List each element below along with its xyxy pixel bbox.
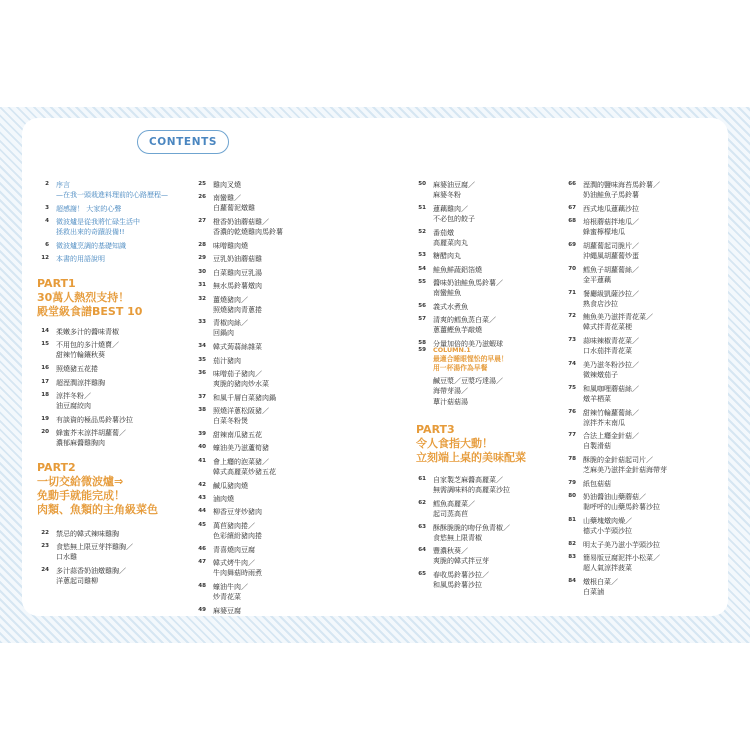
part3-label: PART3: [416, 423, 455, 436]
page-number: 35: [198, 356, 206, 363]
entry-title: 超感謝！ 大家的心聲: [56, 204, 122, 213]
entry-title: 醬味奶油鮭魚馬鈴薯／ 南蠻鮭魚: [433, 279, 503, 298]
page-number: 82: [568, 541, 576, 547]
entry-title: 照燒豬五花捲: [56, 365, 98, 374]
entry-title: 明太子美乃滋小芋頭沙拉: [583, 541, 660, 549]
entry-title: 餐廳級凱薩沙拉／ 熟食店沙拉: [583, 289, 639, 308]
toc-entry: [39, 340, 119, 360]
toc-entry: [196, 430, 262, 440]
entry-title: 鱈魚高麗菜／ 起司蒸高苣: [433, 499, 475, 518]
entry-title: 豆乳奶油蘑菇雞: [213, 255, 262, 264]
page-number: 78: [568, 456, 576, 463]
page-number: 61: [418, 476, 426, 482]
toc-entry: [39, 529, 119, 539]
toc-entry: [196, 481, 248, 491]
entry-title: 和風千層白菜豬肉鍋: [213, 393, 276, 402]
page-number: 74: [568, 361, 576, 367]
page-number: 50: [418, 181, 426, 187]
page-number: 63: [418, 523, 426, 530]
toc-entry: [566, 180, 660, 200]
toc-entry: [416, 523, 510, 543]
entry-title: 蓮藕雞肉／ 不必包的餃子: [433, 204, 475, 223]
entry-title: 白菜雞肉豆乳湯: [213, 268, 262, 277]
entry-title: 自家製芝麻醬高麗菜／ 無需調味料的高麗菜沙拉: [433, 476, 510, 494]
entry-title: 蠔油牛肉／ 炒青花菜: [213, 582, 248, 601]
toc-entry: [196, 356, 241, 366]
toc-entry: [566, 360, 639, 380]
toc-entry: [566, 516, 632, 536]
entry-title: 麻婆油豆腐／ 麻婆冬粉: [433, 181, 475, 199]
entry-title: 照燒洋蔥松阪豬／ 白菜冬粉煲: [213, 407, 269, 426]
part2-label: PART2: [37, 461, 76, 474]
page-number: 58: [418, 340, 426, 347]
page-number: 65: [418, 571, 426, 578]
toc-entry: [39, 566, 126, 586]
entry-title: 韓式蒟蒻絲雜菜: [213, 343, 262, 352]
toc-entry: [416, 204, 475, 224]
page-number: 66: [568, 181, 576, 187]
entry-title: 茄汁豬肉: [213, 356, 241, 365]
toc-entry: [566, 408, 639, 428]
page-number: 25: [198, 181, 206, 187]
entry-title: 會上癮的泡菜豬／ 韓式高麗菜炒豬五花: [213, 457, 276, 476]
entry-title: 甜辣竹輪蘿蔔絲／ 涼拌芥末南瓜: [583, 408, 639, 427]
entry-title: 酥酥脆脆的吻仔魚青椒／ 食慾無上限青椒: [433, 523, 510, 542]
toc-entry: [196, 217, 283, 237]
page-number: 23: [41, 543, 49, 550]
toc-entry: [416, 315, 496, 335]
page-number: 6: [45, 242, 49, 248]
toc-entry: [39, 204, 121, 214]
toc-entry: [196, 241, 248, 251]
toc-entry: [416, 302, 468, 312]
entry-title: 不用包的多汁燒賣／ 甜辣竹輪鑲秋葵: [56, 341, 119, 360]
page-number: 55: [418, 279, 426, 286]
entry-title: 簡易版豆腐泥拌小松菜／ 超人氣涼拌菠菜: [583, 554, 660, 573]
entry-title: 胡蘿蔔起司脆片／ 沖繩風胡蘿蔔炒蛋: [583, 242, 639, 260]
page-number: 44: [198, 508, 206, 515]
page-number: 48: [198, 582, 206, 589]
entry-title: 山藥塊燉肉燥／ 德式小芋頭沙拉: [583, 517, 632, 536]
toc-entry: [196, 606, 241, 616]
toc-entry: [39, 254, 105, 264]
toc-entry: [566, 241, 639, 261]
entry-title: 青喜燒肉豆腐: [213, 545, 255, 554]
entry-title: 柳香豆芽炒豬肉: [213, 508, 262, 517]
toc-entry: [196, 295, 262, 315]
page-number: 49: [198, 606, 206, 613]
page-number: 76: [568, 408, 576, 415]
entry-title: 味噌茄子豬肉／ 爽脆的豬肉炒水菜: [213, 370, 269, 388]
page-number: 53: [418, 252, 426, 259]
entry-title: 蕈汁菇菇湯: [433, 397, 468, 406]
page-number: 52: [418, 228, 426, 235]
entry-title: 豐濃秋葵／ 爽脆的韓式拌豆芽: [433, 547, 489, 566]
toc-entry: [196, 494, 234, 504]
entry-title: 西式地瓜蓮藕沙拉: [583, 204, 639, 213]
page-number: 38: [198, 407, 206, 414]
entry-title: 薑燒豬肉／ 照燒豬肉青蔥捲: [213, 295, 262, 314]
toc-entry: [566, 431, 639, 451]
entry-title: 本書的用語說明: [56, 255, 105, 264]
entry-title: 南蠻雞／ 白蘿蔔泥燉雞: [213, 194, 255, 213]
toc-entry: [196, 582, 248, 602]
entry-title: 義式水煮魚: [433, 303, 468, 311]
page-number: 33: [198, 319, 206, 326]
toc-entry: [416, 228, 468, 248]
page-number: 22: [41, 530, 49, 536]
toc-entry: [196, 457, 276, 477]
column1-title: 最適合睡眼惺忪的早晨！ 用一杯湯作為早餐: [433, 355, 508, 372]
entry-title: 柔嫩多汁的醬味青椒: [56, 328, 119, 336]
toc-entry: [566, 492, 660, 512]
toc-entry: [196, 545, 255, 555]
page-number: 40: [198, 444, 206, 451]
entry-title: 海帶芽湯／: [433, 387, 468, 396]
page-number: 84: [568, 578, 576, 585]
toc-entry: [566, 479, 611, 489]
entry-title: 韓式烤牛肉／ 牛肉舞菇時雨煮: [213, 559, 262, 577]
entry-title: 麻婆豆腐: [213, 606, 241, 615]
toc-entry: [196, 318, 248, 338]
page-number: 68: [568, 218, 576, 225]
page-number: 79: [568, 480, 576, 486]
toc-entry: [416, 546, 489, 566]
entry-title: 蠔油美乃滋蘆筍豬: [213, 444, 269, 453]
toc-entry: [196, 180, 241, 190]
toc-entry: [39, 327, 119, 337]
entry-title: 分量加倍的美乃滋蝦球: [433, 340, 503, 349]
toc-entry: [39, 364, 98, 374]
page-number: 17: [41, 378, 49, 385]
page-number: 71: [568, 289, 576, 296]
page-number: 77: [568, 432, 576, 439]
page-number: 42: [198, 481, 206, 488]
entry-title: 美乃滋冬粉沙拉／ 微辣燉茄子: [583, 361, 639, 379]
page-number: 73: [568, 337, 576, 344]
page-number: 3: [45, 204, 49, 211]
entry-title: 番茄燉 高麗菜肉丸: [433, 228, 468, 247]
page-number: 32: [198, 295, 206, 302]
toc-entry: [416, 570, 489, 590]
page-number: 26: [198, 194, 206, 201]
toc-entry: [39, 415, 133, 425]
entry-title: 培根蘑菇拌地瓜／ 蜂蜜檸檬地瓜: [583, 218, 639, 237]
page-number: 69: [568, 242, 576, 248]
part1-label: PART1: [37, 277, 76, 290]
entry-title: 溼潤的鹽味海苔馬鈴薯／ 奶油鮭魚子馬鈴薯: [583, 181, 660, 199]
entry-title: 燉根白菜／ 白菜滷: [583, 578, 618, 597]
part3-title: 令人食指大動！ 立刻端上桌的美味配菜: [416, 437, 526, 464]
toc-entry: [566, 289, 639, 309]
page-number: 34: [198, 343, 206, 350]
entry-title: 超溼潤涼拌雞胸: [56, 378, 105, 387]
toc-entry: [566, 577, 618, 597]
toc-entry: [566, 455, 667, 475]
column1-label: COLUMN.1: [433, 346, 471, 354]
toc-entry: [39, 241, 126, 251]
page-number: 54: [418, 265, 426, 272]
entry-title: 蒜味辣椒青花菜／ 口水茄拌青花菜: [583, 337, 639, 356]
toc-entry: [39, 542, 133, 562]
entry-title: 酥脆的金針菇起司片／ 芝麻美乃滋拌金針菇海帶芽: [583, 456, 667, 475]
toc-entry: [39, 378, 105, 388]
toc-entry: [566, 553, 660, 573]
entry-title: 奶油醬油山藥蘑菇／ 黏呼呼的山藥馬鈴薯沙拉: [583, 493, 660, 512]
entry-title: 多汁蒜香奶油燉雞胸／ 洋蔥起司雞柳: [56, 567, 126, 586]
toc-entry: [566, 336, 639, 356]
toc-entry: [566, 384, 639, 404]
toc-entry: [566, 204, 639, 214]
toc-entry: [196, 268, 262, 278]
entry-title: 鱈魚子胡蘿蔔絲／ 金平蓮藕: [583, 265, 639, 284]
entry-title: 無水馬鈴薯燉肉: [213, 282, 262, 291]
entry-title: 滷肉燒: [213, 495, 234, 503]
page-number: 47: [198, 559, 206, 565]
page-number: 29: [198, 255, 206, 262]
toc-entry: [416, 475, 510, 495]
page-number: 56: [418, 303, 426, 309]
page-number: 39: [198, 431, 206, 437]
toc-entry: [416, 265, 482, 275]
entry-title: 萬苣豬肉捲／ 色彩繽紛豬肉捲: [213, 521, 262, 540]
page-number: 14: [41, 328, 49, 334]
toc-entry: [416, 499, 475, 519]
toc-entry: [196, 254, 262, 264]
toc-entry: [416, 278, 503, 298]
page-number: 64: [418, 547, 426, 554]
page-number: 46: [198, 545, 206, 552]
toc-entry: [196, 369, 269, 389]
page-number: 24: [41, 567, 49, 574]
entry-title: 和風咖哩蘑菇絲／ 燉羊栖菜: [583, 384, 639, 403]
page-number: 20: [41, 429, 49, 436]
entry-title: 涼拌冬粉／ 油豆腐絞肉: [56, 392, 91, 410]
page-number: 16: [41, 365, 49, 372]
toc-entry: [566, 217, 639, 237]
page-number: 36: [198, 370, 206, 376]
entry-title: 雞肉叉燒: [213, 181, 241, 189]
part1-title: 30萬人熱烈支持！ 殿堂級食譜BEST 10: [37, 291, 143, 318]
toc-entry: [566, 540, 660, 550]
page-number: 72: [568, 313, 576, 320]
entry-title: 禁忌的韓式辣味雞胸: [56, 530, 119, 538]
page-number: 4: [45, 218, 49, 225]
toc-entry: [196, 507, 262, 517]
entry-title: 鮪魚美乃滋拌青花菜／ 韓式拌青花菜梗: [583, 313, 653, 332]
page-number: 45: [198, 521, 206, 528]
entry-title: 橙香奶油蘑菇雞／ 香濃的乾燒雞肉馬鈴薯: [213, 218, 283, 237]
entry-title: 鮭魚鮮蔬鋁箔燒: [433, 265, 482, 274]
entry-title: 合法上癮金針菇／ 自製滑菇: [583, 432, 639, 451]
page-number: 80: [568, 493, 576, 500]
page-number: 2: [45, 181, 49, 187]
page-number: 37: [198, 393, 206, 400]
toc-entry: [196, 521, 262, 541]
part2-title: 一切交給微波爐⇒ 免動手就能完成！ 肉類、魚類的主角級菜色: [37, 475, 158, 516]
entry-title: 春收馬鈴薯沙拉／ 和風馬鈴薯沙拉: [433, 571, 489, 590]
toc-entry: [39, 217, 140, 237]
page-number: 27: [198, 218, 206, 225]
toc-entry: [39, 180, 168, 200]
page-number: 19: [41, 415, 49, 422]
entry-title: 微波爐烹調的基礎知識: [56, 242, 126, 250]
toc-entry: [196, 193, 255, 213]
toc-entry: [566, 265, 639, 285]
entry-title: 味噌雞肉燒: [213, 242, 248, 250]
page-number: 31: [198, 282, 206, 289]
toc-entry: [416, 251, 461, 261]
page-number: 75: [568, 384, 576, 391]
page-number: 12: [41, 255, 49, 262]
toc-entry: [196, 406, 269, 426]
toc-entry: [196, 558, 262, 578]
entry-title: 有談資的極品馬鈴薯沙拉: [56, 415, 133, 424]
toc-entry: [196, 281, 262, 291]
page-number: 43: [198, 495, 206, 501]
toc-entry: [196, 443, 269, 453]
page-number: 51: [418, 204, 426, 211]
page-number: 57: [418, 316, 426, 323]
toc-entry: [196, 342, 262, 352]
entry-title: 食慾無上限豆芽拌雞胸／ 口水雞: [56, 543, 133, 562]
entry-title: 鹹豆漿／豆漿巧達湯／: [433, 377, 503, 385]
page-number: 83: [568, 554, 576, 561]
entry-title: 紙包菇菇: [583, 480, 611, 488]
page-number: 41: [198, 457, 206, 464]
entry-title: 微波爐是從我將忙碌生活中 拯救出來的奇蹟設備!!: [56, 218, 140, 237]
page-number: 62: [418, 499, 426, 506]
toc-entry: [416, 180, 475, 200]
entry-title: 青椒肉絲／ 回鍋肉: [213, 319, 248, 338]
page-number: 67: [568, 204, 576, 211]
toc-entry: [196, 393, 276, 403]
entry-title: 糖醋肉丸: [433, 252, 461, 261]
page-number: 15: [41, 341, 49, 348]
toc-entry: [566, 312, 653, 332]
toc-entry: [39, 391, 91, 411]
entry-title: 清爽的鱈魚蒸白菜／ 蔥薑鰹魚芋敲燒: [433, 316, 496, 335]
page-number: 30: [198, 268, 206, 275]
page-number: 18: [41, 392, 49, 398]
entry-title: 序言 —在我一頭栽進料理前的心路歷程—: [56, 181, 168, 199]
page-number: 81: [568, 517, 576, 524]
toc-entry: [39, 428, 126, 448]
page-number: 59: [418, 347, 426, 353]
entry-title: 蜂蜜芥末涼拌胡蘿蔔／ 濃郁麻醬雞胸肉: [56, 429, 126, 448]
entry-title: 鹹瓜豬肉燒: [213, 481, 248, 490]
entry-title: 甜辣南瓜豬五花: [213, 431, 262, 439]
page-number: 70: [568, 265, 576, 272]
contents-title: CONTENTS: [137, 130, 229, 154]
page-number: 28: [198, 242, 206, 248]
